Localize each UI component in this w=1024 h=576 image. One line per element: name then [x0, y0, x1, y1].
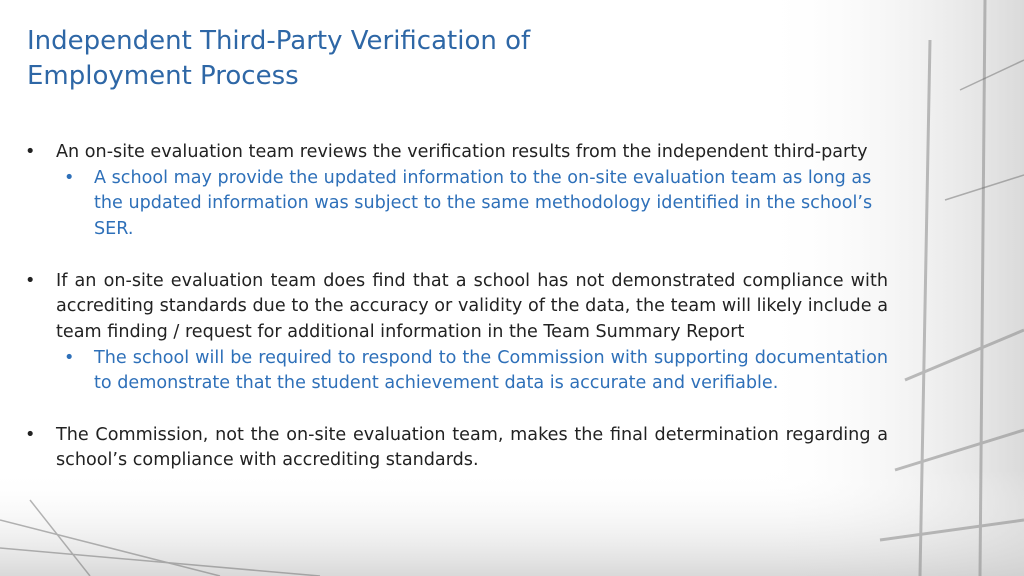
bullet-2: [22, 269, 888, 346]
bullet-3-text: The Commission, not the on-site evaluation team, makes the final determination regarding a school’s compliance with accrediting standards.: [56, 424, 888, 471]
bullet-1-sub: [22, 166, 888, 243]
bullet-dot: •: [25, 270, 36, 291]
title-line-2: Employment Process: [27, 61, 299, 91]
slide-title: [27, 24, 647, 94]
bullet-1-sub-text: A school may provide the updated information to the on-site evaluation team as long as the updated information was subject to the same methodology identified in the school’s SER.: [94, 167, 873, 240]
spacer: [22, 243, 888, 269]
title-line-1: Independent Third-Party Verification of: [27, 26, 531, 56]
spacer: [22, 397, 888, 423]
sub-bullet-dot: •: [64, 167, 75, 188]
bullet-3: [22, 423, 888, 474]
bullet-2-text: If an on-site evaluation team does find that a school has not demonstrated compliance with accrediting standards due to the accuracy or validity of the data, the team will likely include a team finding / request for additional information in the Team Summary Report: [56, 270, 888, 342]
bullet-1: [22, 140, 888, 166]
bullet-1-text: An on-site evaluation team reviews the verification results from the independent third-party: [56, 142, 868, 162]
bullet-dot: •: [25, 142, 36, 162]
bullet-2-sub: [22, 346, 888, 397]
bullet-dot: •: [25, 424, 36, 445]
sub-bullet-dot: •: [64, 347, 75, 368]
slide-body: [22, 140, 888, 474]
bullet-2-sub-text: The school will be required to respond to the Commission with supporting documentation to demonstrate that the student achievement data is accurate and verifiable.: [94, 347, 888, 394]
